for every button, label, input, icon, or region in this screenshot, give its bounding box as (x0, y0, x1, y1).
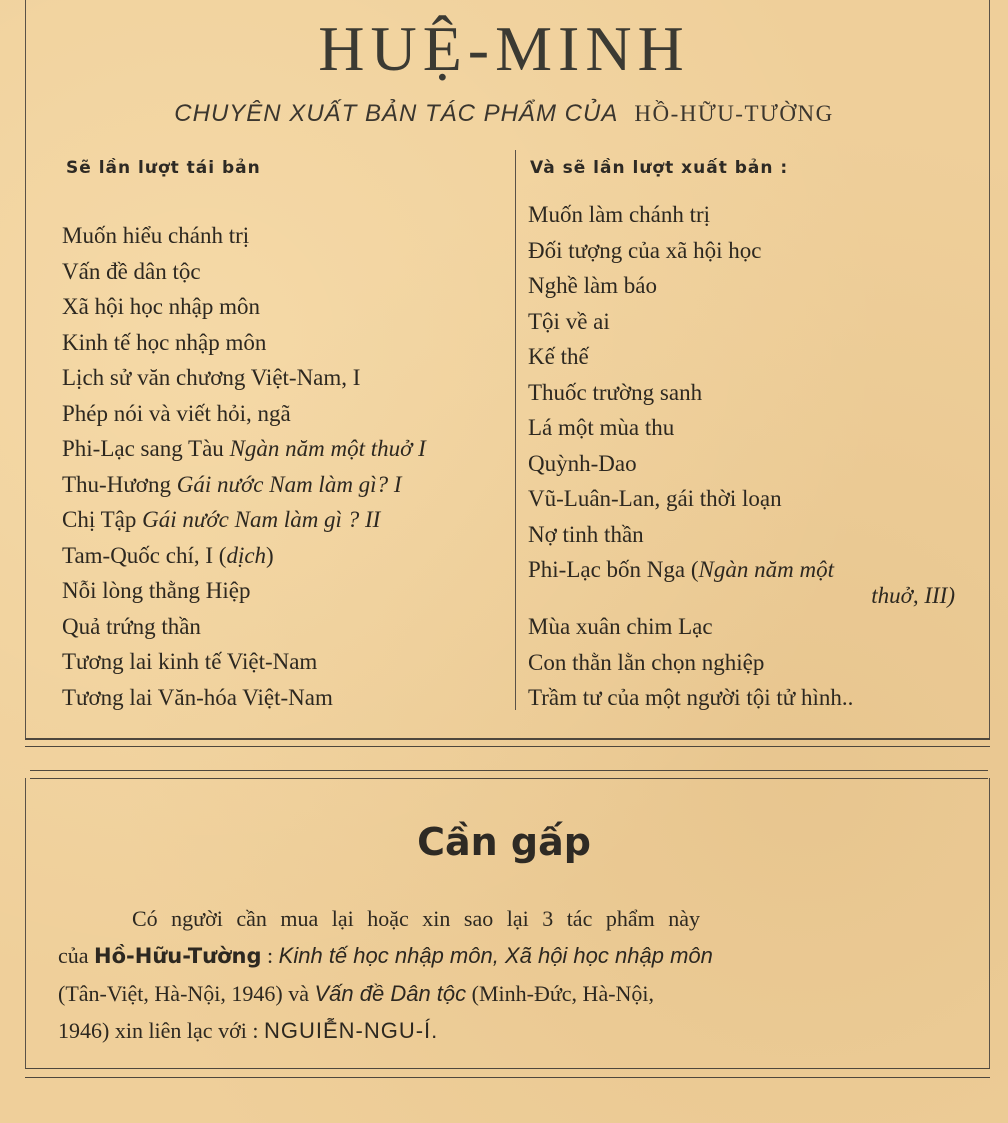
list-item: Tội về ai (528, 308, 610, 334)
list-item: Nỗi lòng thằng Hiệp (62, 578, 251, 603)
list-item: Xã hội học nhập môn (62, 294, 261, 319)
author-name: HỒ-HỮU-TƯỜNG (634, 101, 834, 126)
ad-bottom-rule-thin (25, 746, 990, 747)
list-item: Phép nói và viết hỏi, ngã (62, 400, 291, 426)
list-item: Kinh tế học nhập môn (62, 329, 267, 355)
publisher-name: HUỆ-MINH (318, 13, 690, 84)
list-item: Kế thế (528, 344, 589, 369)
new-release-list (528, 197, 955, 716)
list-item: Thuốc trường sanh (528, 379, 703, 405)
list-item: Quỳnh-Dao (528, 450, 637, 476)
list-item: Trầm tư của một người tội tử hình.. (528, 685, 854, 710)
column-divider (515, 150, 516, 710)
list-item: Đối tượng của xã hội học (528, 237, 762, 263)
list-item: Muốn hiểu chánh trị (62, 223, 250, 248)
list-item: Tương lai Văn-hóa Việt-Nam (62, 684, 333, 710)
contact-name: NGUIỄN-NGU-Í. (263, 1018, 439, 1043)
notice-top-rule (30, 770, 988, 771)
list-item: Chị Tập Gái nước Nam làm gì ? II (62, 507, 381, 532)
publisher-subtitle (0, 100, 1008, 128)
list-item: Mùa xuân chim Lạc (528, 614, 713, 639)
list-item: Muốn làm chánh trị (528, 202, 711, 227)
list-item: Lá một mùa thu (528, 415, 675, 440)
subtitle-text: CHUYÊN XUẤT BẢN TÁC PHẨM CỦA (174, 100, 619, 127)
reprint-heading: Sẽ lần lượt tái bản (66, 158, 261, 178)
author-name-bold: Hồ-Hữu-Tường (94, 944, 262, 968)
list-item: Vũ-Luân-Lan, gái thời loạn (528, 486, 782, 511)
reprint-list (62, 218, 426, 715)
notice-bottom-rule (25, 1068, 990, 1069)
list-item: Tam-Quốc chí, I (dịch) (62, 542, 274, 568)
list-item: Quả trứng thần (62, 613, 201, 639)
list-item: Nợ tinh thần (528, 521, 644, 547)
new-release-heading: Và sẽ lần lượt xuất bản : (530, 158, 789, 178)
notice-bottom-rule-thin (25, 1077, 990, 1078)
notice-heading: Cần gấp (417, 820, 591, 864)
list-item: Phi-Lạc bốn Nga (Ngàn năm một thuở, III) (528, 557, 955, 608)
list-item: Phi-Lạc sang Tàu Ngàn năm một thuở I (62, 436, 426, 461)
ad-bottom-rule (25, 738, 990, 740)
list-item: Lịch sử văn chương Việt-Nam, I (62, 365, 361, 390)
notice-line-1: Có người cần mua lại hoặc xin sao lại 3 tác phẩm này (132, 906, 700, 931)
list-item: Con thằn lằn chọn nghiệp (528, 649, 765, 675)
list-item: Thu-Hương Gái nước Nam làm gì? I (62, 471, 402, 497)
list-item: Tương lai kinh tế Việt-Nam (62, 649, 318, 674)
notice-paragraph: Có người cần mua lại hoặc xin sao lại 3 tác phẩm này của Hồ-Hữu-Tường : Kinh tế học nhập môn, Xã hội học nhập môn (Tân-Việt, Hà-Nội, 1946) và Vấn đề Dân tộc (Minh-Đức, Hà-Nội, 1946) xin liên lạc với : NGUIỄN-NGU-Í. (58, 900, 953, 1049)
list-item: Vấn đề dân tộc (62, 258, 201, 284)
list-item: Nghề làm báo (528, 273, 658, 298)
